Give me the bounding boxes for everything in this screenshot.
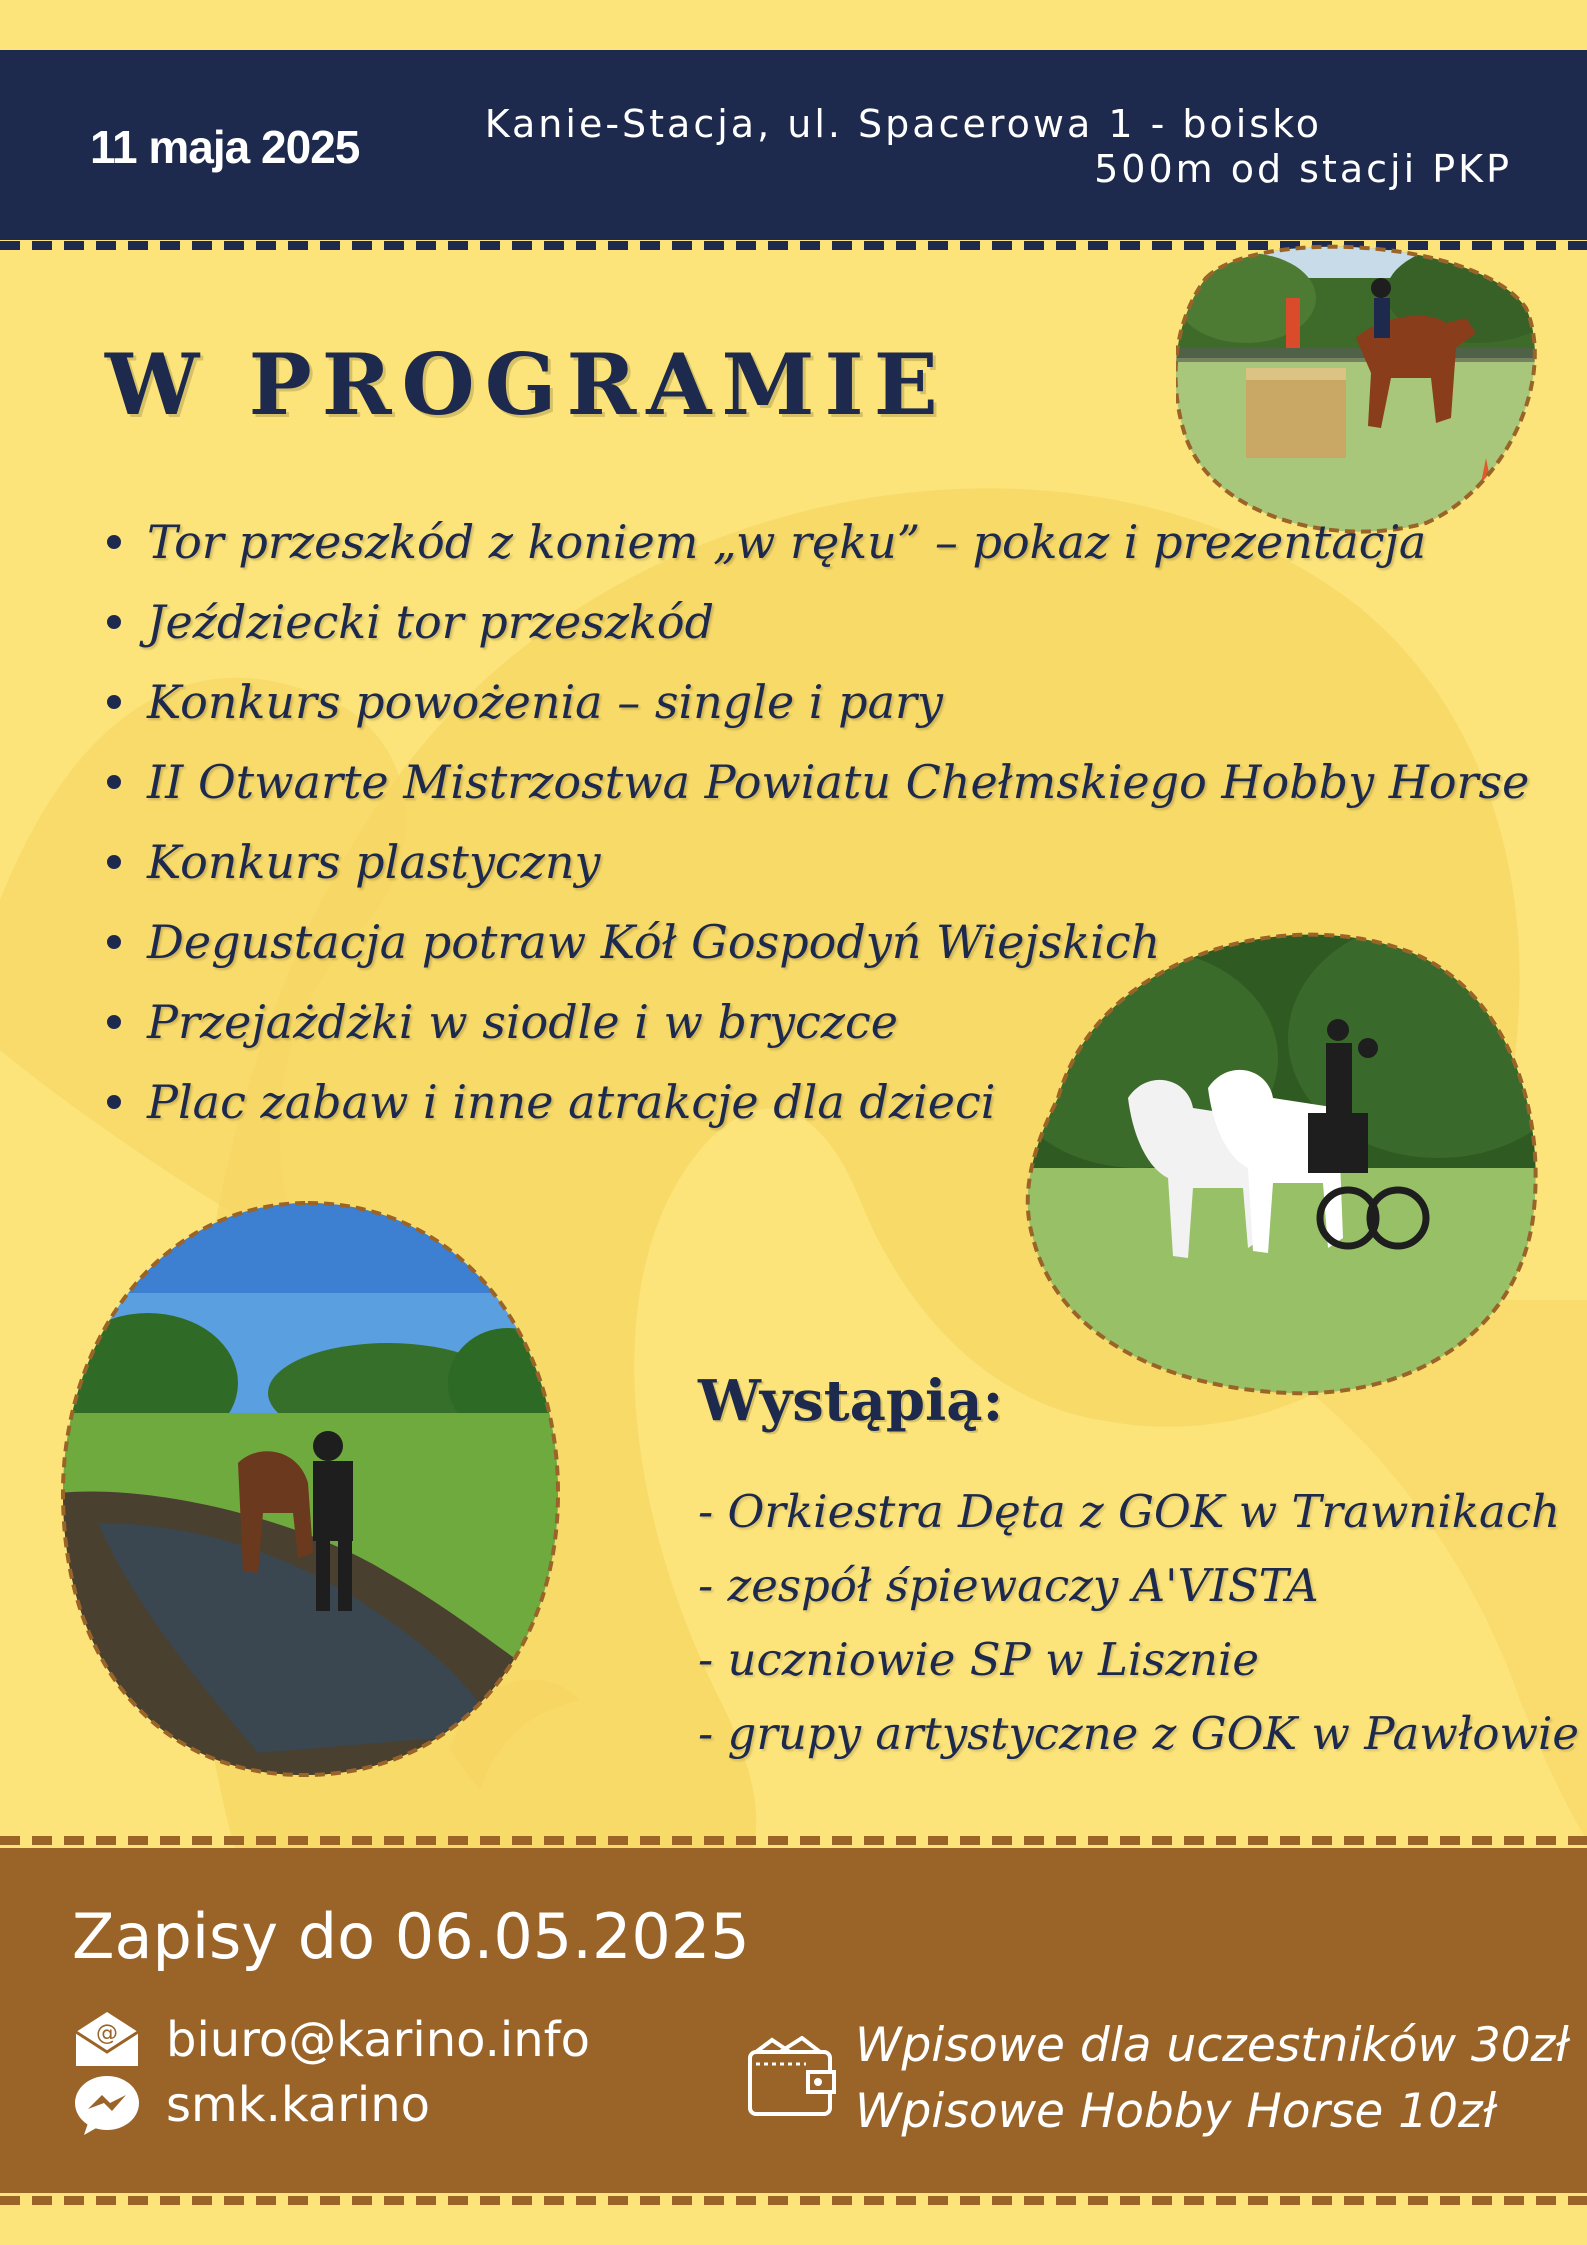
messenger-text[interactable]: smk.karino	[166, 2077, 431, 2133]
location-line-1: Kanie-Stacja, ul. Spacerowa 1 - boisko	[484, 102, 1322, 146]
fee-participants: Wpisowe dla uczestników 30zł	[855, 2018, 1569, 2073]
program-item: Konkurs powożenia – single i pary	[105, 670, 1529, 750]
bullet-icon	[107, 775, 121, 789]
svg-text:@: @	[96, 2021, 118, 2046]
program-title: W PROGRAMIE	[105, 335, 948, 434]
registration-deadline: Zapisy do 06.05.2025	[72, 1900, 750, 1973]
envelope-icon	[72, 2010, 142, 2070]
bullet-icon	[107, 1095, 121, 1109]
performers-list	[698, 1480, 1579, 1776]
program-item: Jeździecki tor przeszkód	[105, 590, 1529, 670]
program-item: Konkurs plastyczny	[105, 830, 1529, 910]
messenger-icon	[72, 2075, 142, 2135]
wallet-icon	[746, 2036, 838, 2118]
program-item: Tor przeszkód z koniem „w ręku” – pokaz i prezentacja	[105, 510, 1529, 590]
performer-item: - Orkiestra Dęta z GOK w Trawnikach	[698, 1485, 1561, 1538]
contact-email	[72, 2010, 590, 2070]
bullet-icon	[107, 535, 121, 549]
performer-item: - uczniowie SP w Lisznie	[698, 1633, 1260, 1686]
email-text[interactable]: biuro@karino.info	[166, 2012, 590, 2068]
bullet-icon	[107, 1015, 121, 1029]
program-item: Przejażdżki w siodle i w bryczce	[105, 990, 1529, 1070]
performers-title: Wystąpią:	[698, 1368, 1004, 1434]
event-date: 11 maja 2025	[90, 121, 360, 173]
location-line-2: 500m od stacji PKP	[1094, 147, 1512, 191]
bullet-icon	[107, 615, 121, 629]
bullet-icon	[107, 935, 121, 949]
footer-dashed-border-bottom	[0, 2196, 1587, 2205]
program-item: Plac zabaw i inne atrakcje dla dzieci	[105, 1070, 1529, 1150]
footer-dashed-border-top	[0, 1836, 1587, 1845]
photo-rider-obstacle	[1176, 238, 1542, 536]
event-location	[485, 102, 1512, 192]
program-item: Degustacja potraw Kół Gospodyń Wiejskich	[105, 910, 1529, 990]
performer-item: - grupy artystyczne z GOK w Pawłowie	[698, 1707, 1580, 1760]
photo-horse-water	[58, 1193, 564, 1783]
fees-info	[855, 2013, 1569, 2145]
fee-hobby-horse: Wpisowe Hobby Horse 10zł	[855, 2084, 1497, 2139]
bullet-icon	[107, 695, 121, 709]
bullet-icon	[107, 855, 121, 869]
contact-messenger	[72, 2075, 430, 2135]
program-item: II Otwarte Mistrzostwa Powiatu Chełmskiego Hobby Horse	[105, 750, 1529, 830]
header-dashed-border-top	[0, 50, 1587, 59]
performer-item: - zespół śpiewaczy A'VISTA	[698, 1559, 1319, 1612]
program-list	[105, 510, 1529, 1150]
